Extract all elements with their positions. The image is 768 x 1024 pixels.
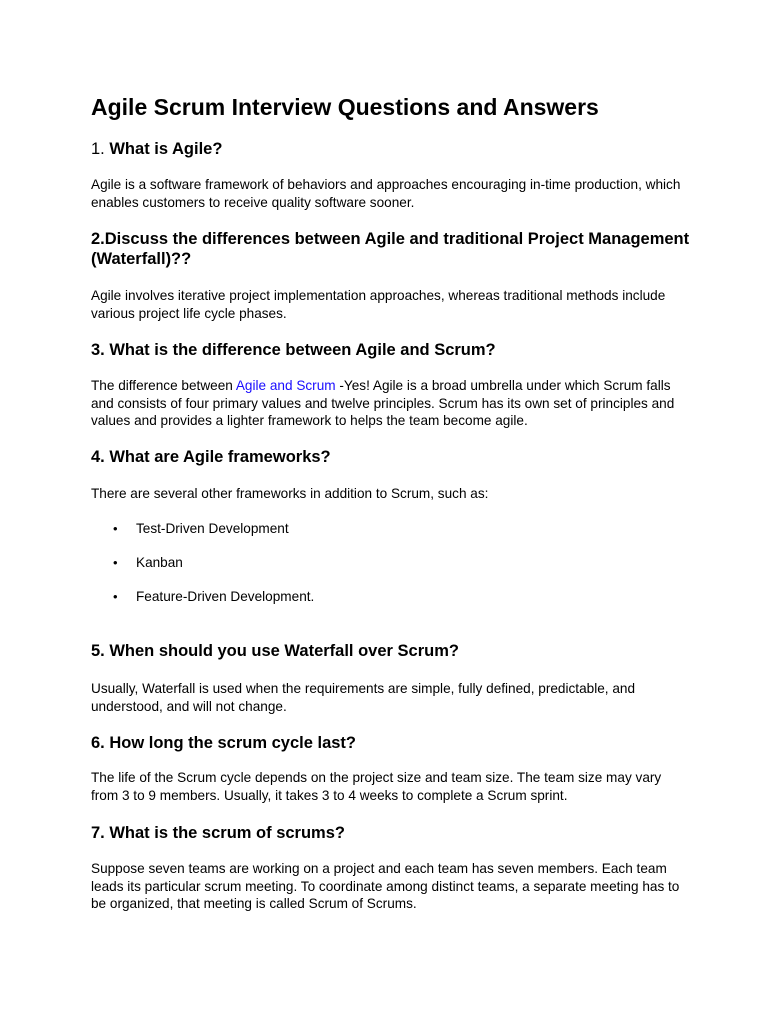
question-1-number: 1. xyxy=(91,140,105,158)
answer-3-rest: -Yes! Agile is a broad umbrella under which Scrum falls and consists of four primary values and twelve principles. Scrum has its own set of principles and values and provides a lighter framework to helps the team become agile. xyxy=(91,378,675,428)
bullet-icon: • xyxy=(113,521,118,536)
agile-and-scrum-link[interactable]: Agile and Scrum xyxy=(235,378,336,393)
answer-1: Agile is a software framework of behaviors and approaches encouraging in-time production, which enables customers to receive quality software sooner. xyxy=(91,177,681,210)
list-item xyxy=(91,520,691,554)
question-6-heading: 6. How long the scrum cycle last? xyxy=(91,734,356,752)
answer-7: Suppose seven teams are working on a project and each team has seven members. Each team leads its particular scrum meeting. To coordinate among distinct teams, a separate meeting has to be organized, that meeting is called Scrum of Scrums. xyxy=(91,861,680,911)
answer-5: Usually, Waterfall is used when the requirements are simple, fully defined, predictable, and understood, and will not change. xyxy=(91,681,636,714)
frameworks-list xyxy=(91,520,691,622)
question-3-heading: 3. What is the difference between Agile and Scrum? xyxy=(91,341,496,359)
answer-4: There are several other frameworks in addition to Scrum, such as: xyxy=(91,486,489,501)
list-item xyxy=(91,554,691,588)
question-7-heading: 7. What is the scrum of scrums? xyxy=(91,824,345,842)
list-item xyxy=(91,588,691,622)
question-1-text: What is Agile? xyxy=(109,140,223,158)
bullet-icon: • xyxy=(113,555,118,570)
bullet-icon: • xyxy=(113,589,118,604)
answer-3-lead: The difference between xyxy=(91,378,236,393)
answer-6: The life of the Scrum cycle depends on the project size and team size. The team size may vary from 3 to 9 members. Usually, it takes 3 to 4 weeks to complete a Scrum sprint. xyxy=(91,770,662,803)
answer-3 xyxy=(91,377,691,430)
list-item-text: Feature-Driven Development. xyxy=(136,589,315,604)
answer-2: Agile involves iterative project implementation approaches, whereas traditional methods include various project life cycle phases. xyxy=(91,288,666,321)
page-title: Agile Scrum Interview Questions and Answers xyxy=(91,94,599,120)
question-4-heading: 4. What are Agile frameworks? xyxy=(91,448,331,466)
list-item-text: Kanban xyxy=(136,555,183,570)
question-5-heading: 5. When should you use Waterfall over Scrum? xyxy=(91,642,459,660)
question-1-heading xyxy=(91,139,691,159)
question-2-heading: 2.Discuss the differences between Agile and traditional Project Management (Waterfall)?? xyxy=(91,230,690,268)
list-item-text: Test-Driven Development xyxy=(136,521,289,536)
